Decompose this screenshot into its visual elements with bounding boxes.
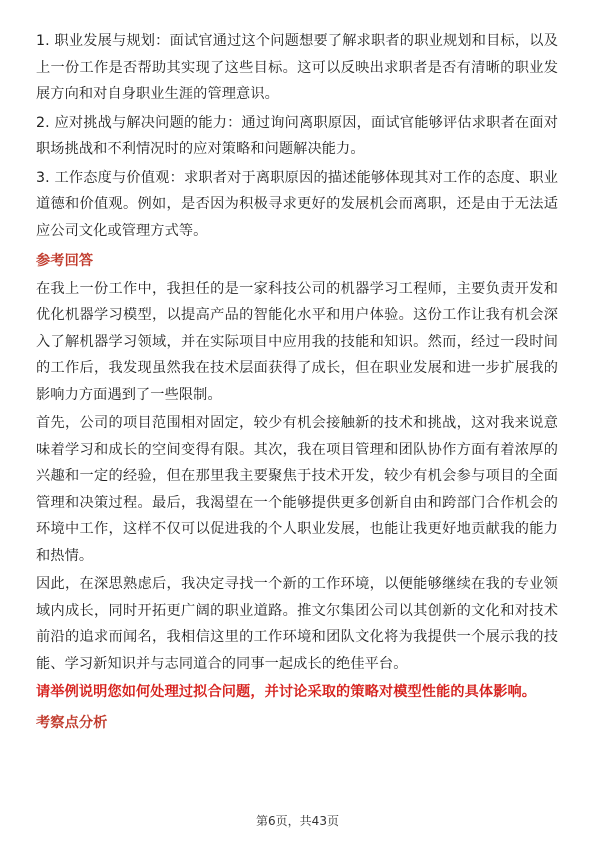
intro-point-2: 2. 应对挑战与解决问题的能力：通过询问离职原因，面试官能够评估求职者在面对职场挑战和不利情况时的应对策略和问题解决能力。 [36,114,558,157]
intro-point-3: 3. 工作态度与价值观：求职者对于离职原因的描述能够体现其对工作的态度、职业道德和价值观。例如，是否因为积极寻求更好的发展机会而离职，还是由于无法适应公司文化或管理方式等。 [36,169,558,239]
analysis-heading: 考察点分析 [36,714,108,731]
page-content [36,28,558,737]
reference-answer-heading: 参考回答 [36,253,94,269]
next-question: 请举例说明您如何处理过拟合问题，并讨论采取的策略对模型性能的具体影响。 [36,684,537,700]
intro-point-1: 1. 职业发展与规划：面试官通过这个问题想要了解求职者的职业规划和目标，以及上一份工作是否帮助其实现了这些目标。这可以反映出求职者是否有清晰的职业发展方向和对自身职业生涯的管理意识。 [36,33,558,102]
answer-paragraph-1: 在我上一份工作中，我担任的是一家科技公司的机器学习工程师，主要负责开发和优化机器学习模型，以提高产品的智能化水平和用户体验。这份工作让我有机会深入了解机器学习领域，并在实际项目中应用我的技能和知识。然而，经过一段时间的工作后，我发现虽然我在技术层面获得了成长，但在职业发展和进一步扩展我的影响力方面遇到了一些限制。 [36,280,558,403]
page-number-footer: 第6页，共43页 [256,814,339,828]
answer-paragraph-2: 首先，公司的项目范围相对固定，较少有机会接触新的技术和挑战，这对我来说意味着学习和成长的空间变得有限。其次，我在项目管理和团队协作方面有着浓厚的兴趣和一定的经验，但在那里我主要聚焦于技术开发，较少有机会参与项目的全面管理和决策过程。最后，我渴望在一个能够提供更多创新自由和跨部门合作机会的环境中工作，这样不仅可以促进我的个人职业发展，也能让我更好地贡献我的能力和热情。 [36,415,558,564]
answer-paragraph-3: 因此，在深思熟虑后，我决定寻找一个新的工作环境，以便能够继续在我的专业领域内成长，同时开拓更广阔的职业道路。推文尔集团公司以其创新的文化和对技术前沿的追求而闻名，我相信这里的工作环境和团队文化将为我提供一个展示我的技能、学习新知识并与志同道合的同事一起成长的绝佳平台。 [36,576,558,672]
